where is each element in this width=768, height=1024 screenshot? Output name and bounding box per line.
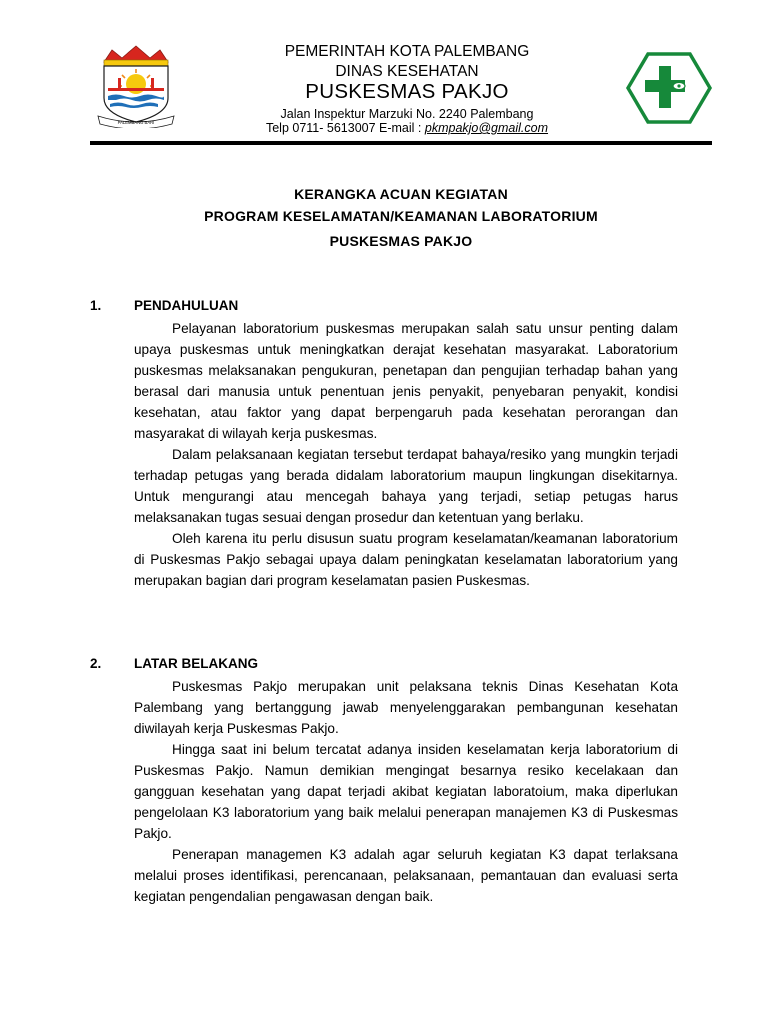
health-cross-icon [626,52,712,124]
document-title-line1: KERANGKA ACUAN KEGIATAN [294,186,508,202]
letterhead-phone: Telp 0711- 5613007 E-mail : [265,121,425,135]
section-number: 1. [90,298,102,313]
letterhead-email-link[interactable]: pkmpakjo@gmail.com [424,121,549,135]
paragraph: Penerapan managemen K3 adalah agar seluruh kegiatan K3 dapat terlaksana melalui proses identifikasi, perencanaan, pelaksanaan, pemantauan dan evaluasi serta kegiatan pengendalian pengawasan dengan baik. [134,847,678,904]
letterhead-government: PEMERINTAH KOTA PALEMBANG [284,43,530,60]
letterhead-divider [90,141,712,145]
paragraph: Dalam pelaksanaan kegiatan tersebut terdapat bahaya/resiko yang mungkin terjadi terhadap petugas yang berada didalam laboratorium maupun lingkungan disekitarnya. Untuk mengurangi atau mencegah bahaya yang terjadi, setiap petugas harus melaksanakan tugas sesuai dengan prosedur dan ketentuan yang berlaku. [134,447,678,525]
letterhead-facility: PUSKESMAS PAKJO [305,80,509,103]
paragraph: Puskesmas Pakjo merupakan unit pelaksana teknis Dinas Kesehatan Kota Palembang yang bertanggung jawab menyelenggarakan pembangunan kesehatan diwilayah kerja Puskesmas Pakjo. [134,679,678,736]
paragraph: Pelayanan laboratorium puskesmas merupakan salah satu unsur penting dalam upaya puskesmas untuk meningkatkan derajat kesehatan masyarakat. Laboratorium puskesmas melaksanakan pengukuran, penetapan dan pengujian terhadap bahan yang berasal dari manusia untuk penentuan jenis penyakit, penyebaran penyakit, kondisi kesehatan, atau faktor yang dapat berpengaruh pada kesehatan perorangan dan masyarakat di wilayah kerja puskesmas. [134,321,678,441]
section-body-latar-belakang [134,676,678,907]
section-number: 2. [90,656,102,671]
paragraph: Oleh karena itu perlu disusun suatu program keselamatan/keamanan laboratorium di Puskesmas Pakjo sebagai upaya dalam peningkatan keselamatan laboratorium yang merupakan bagian dari program keselamatan pasien Puskesmas. [134,531,678,588]
document-title-line2: PROGRAM KESELAMATAN/KEAMANAN LABORATORIUM [204,208,598,224]
letterhead-address: Jalan Inspektur Marzuki No. 2240 Palembang [280,107,534,121]
document-title-line3: PUSKESMAS PAKJO [329,233,473,249]
section-body-pendahuluan [134,318,678,591]
paragraph: Hingga saat ini belum tercatat adanya insiden keselamatan kerja laboratorium di Puskesmas Pakjo. Namun demikian mengingat besarnya resiko kecelakaan dan gangguan kesehatan yang dapat terjadi akibat kegiatan laboratoium, maka diperlukan pengelolaan K3 laboratorium yang baik melalui penerapan manajemen K3 di Puskesmas Pakjo. [134,742,678,841]
emblem-ribbon-text: PALEMBANG BARI [117,120,155,125]
section-heading-latar-belakang: LATAR BELAKANG [134,656,258,671]
letterhead-department: DINAS KESEHATAN [335,63,479,80]
city-emblem-icon [92,44,180,128]
letterhead-contact [200,120,614,136]
section-heading-pendahuluan: PENDAHULUAN [134,298,239,313]
